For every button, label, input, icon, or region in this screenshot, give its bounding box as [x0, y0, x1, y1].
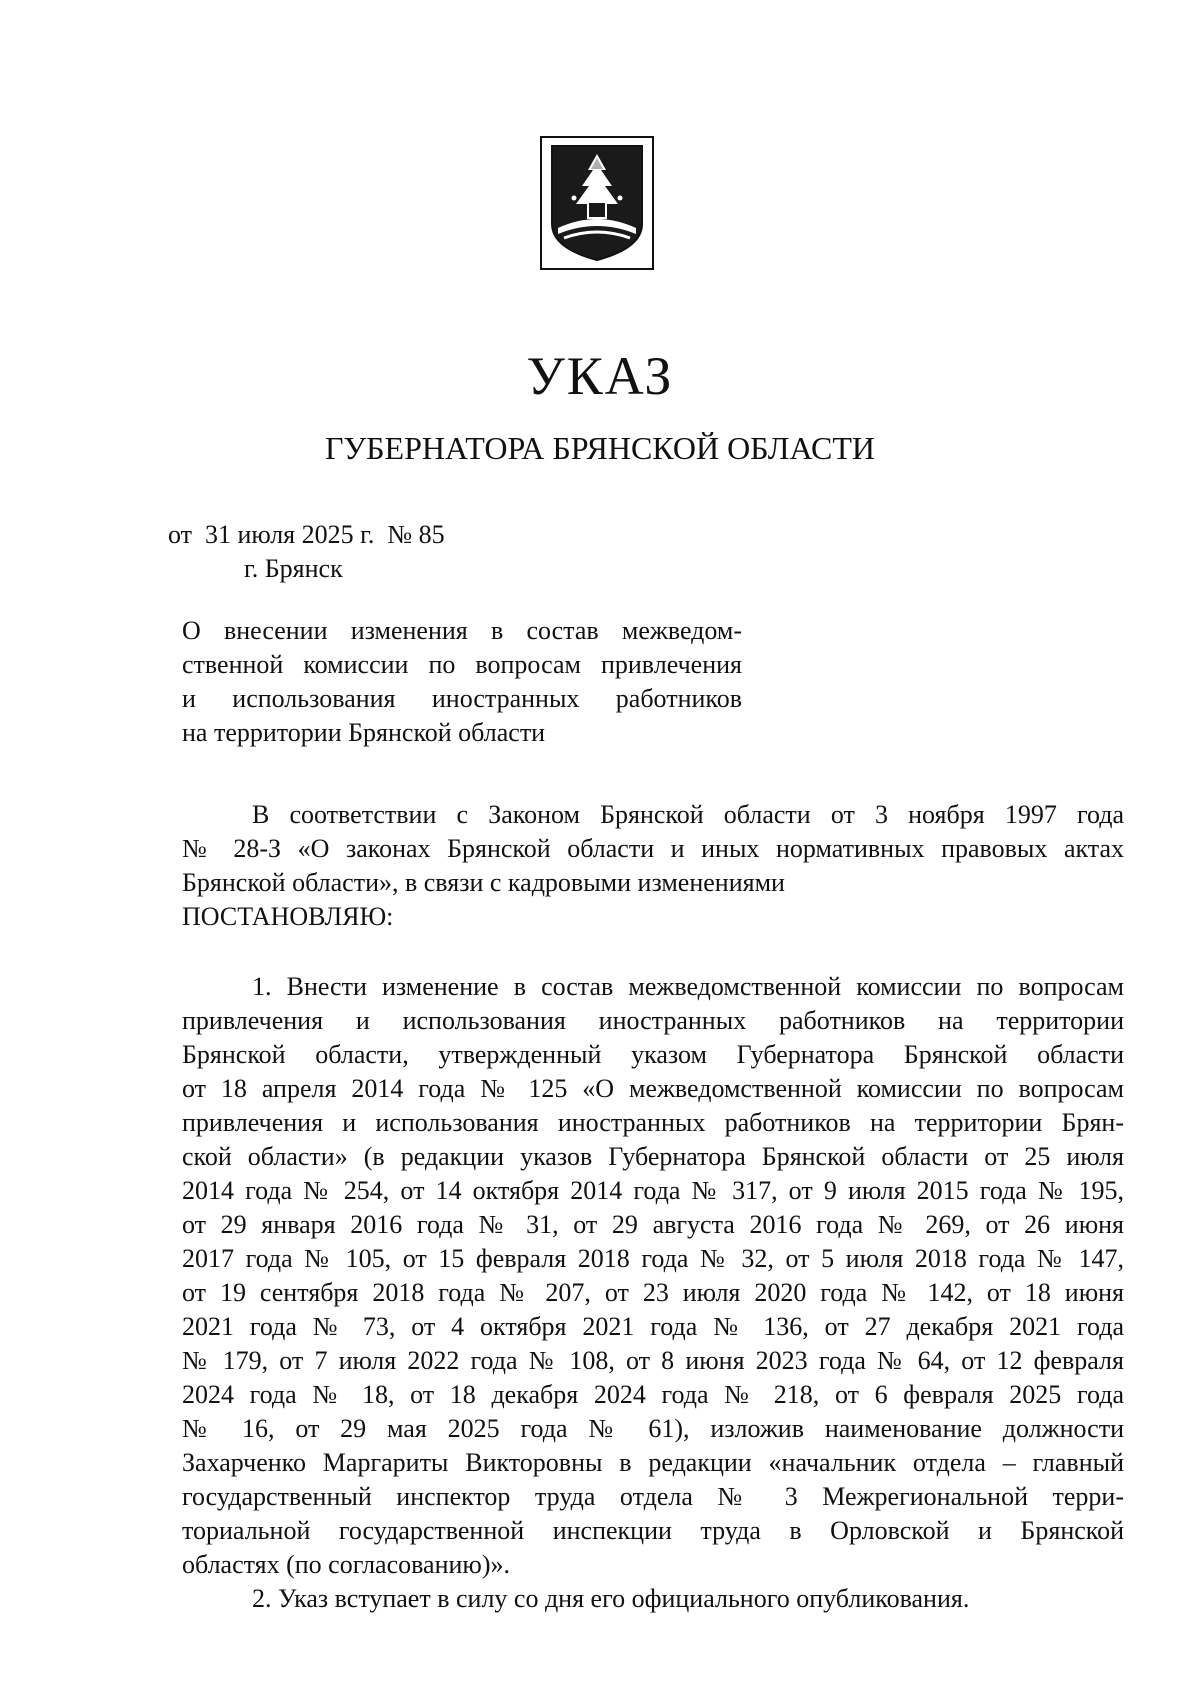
- item2-line: 2. Указ вступает в силу со дня его официального опубликования.: [252, 1584, 970, 1613]
- preamble-line: № 28-З «О законах Брянской области и иных нормативных правовых актах: [182, 834, 1124, 863]
- item1-line: от 29 января 2016 года № 31, от 29 августа 2016 года № 269, от 26 июня: [182, 1210, 1124, 1239]
- item1-line: привлечения и использования иностранных работников на территории: [182, 1006, 1124, 1035]
- item1-line: привлечения и использования иностранных работников на территории Брян-: [182, 1108, 1124, 1137]
- item1-line: 2021 года № 73, от 4 октября 2021 года № 136, от 27 декабря 2021 года: [182, 1312, 1124, 1341]
- bryansk-coat-of-arms-icon: [540, 136, 654, 270]
- subject-line: на территории Брянской области: [182, 718, 546, 747]
- subject-line: О внесении изменения в состав межведом-: [182, 616, 742, 645]
- item1-line: от 19 сентября 2018 года № 207, от 23 июля 2020 года № 142, от 18 июня: [182, 1278, 1124, 1307]
- item1-line: областях (по согласованию)».: [182, 1550, 511, 1579]
- preamble-line: В соответствии с Законом Брянской области от 3 ноября 1997 года: [252, 800, 1124, 829]
- item1-line: ской области» (в редакции указов Губернатора Брянской области от 25 июля: [182, 1142, 1124, 1171]
- item1-line: ториальной государственной инспекции труда в Орловской и Брянской: [182, 1516, 1124, 1545]
- issuer-subtitle: ГУБЕРНАТОРА БРЯНСКОЙ ОБЛАСТИ: [325, 430, 875, 466]
- item1-line: 1. Внести изменение в состав межведомственной комиссии по вопросам: [252, 972, 1124, 1001]
- document-title: УКАЗ: [526, 346, 674, 406]
- preamble-line: Брянской области», в связи с кадровыми изменениями: [182, 868, 785, 897]
- subject-line: ственной комиссии по вопросам привлечения: [182, 650, 742, 679]
- item1-line: Брянской области, утвержденный указом Губернатора Брянской области: [182, 1040, 1124, 1069]
- document-subject: [182, 614, 742, 750]
- item1-line: 2024 года № 18, от 18 декабря 2024 года № 218, от 6 февраля 2025 года: [182, 1380, 1124, 1409]
- item1-line: 2017 года № 105, от 15 февраля 2018 года № 32, от 5 июля 2018 года № 147,: [182, 1244, 1124, 1273]
- item1-line: от 18 апреля 2014 года № 125 «О межведомственной комиссии по вопросам: [182, 1074, 1124, 1103]
- decree-body: [182, 970, 1124, 1616]
- item1-line: государственный инспектор труда отдела № 3 Межрегиональной терри-: [182, 1482, 1124, 1511]
- item1-line: Захарченко Маргариты Викторовны в редакции «начальник отдела – главный: [182, 1448, 1124, 1477]
- city-line: г. Брянск: [244, 554, 343, 583]
- item1-line: № 16, от 29 мая 2025 года № 61), изложив наименование должности: [182, 1414, 1124, 1443]
- item1-line: 2014 года № 254, от 14 октября 2014 года № 317, от 9 июля 2015 года № 195,: [182, 1176, 1124, 1205]
- subject-line: и использования иностранных работников: [182, 684, 742, 713]
- item1-line: № 179, от 7 июля 2022 года № 108, от 8 июня 2023 года № 64, от 12 февраля: [182, 1346, 1124, 1375]
- date-number-line: от 31 июля 2025 г. № 85: [168, 520, 445, 549]
- decree-word: ПОСТАНОВЛЯЮ:: [182, 902, 394, 931]
- preamble: [182, 798, 1124, 934]
